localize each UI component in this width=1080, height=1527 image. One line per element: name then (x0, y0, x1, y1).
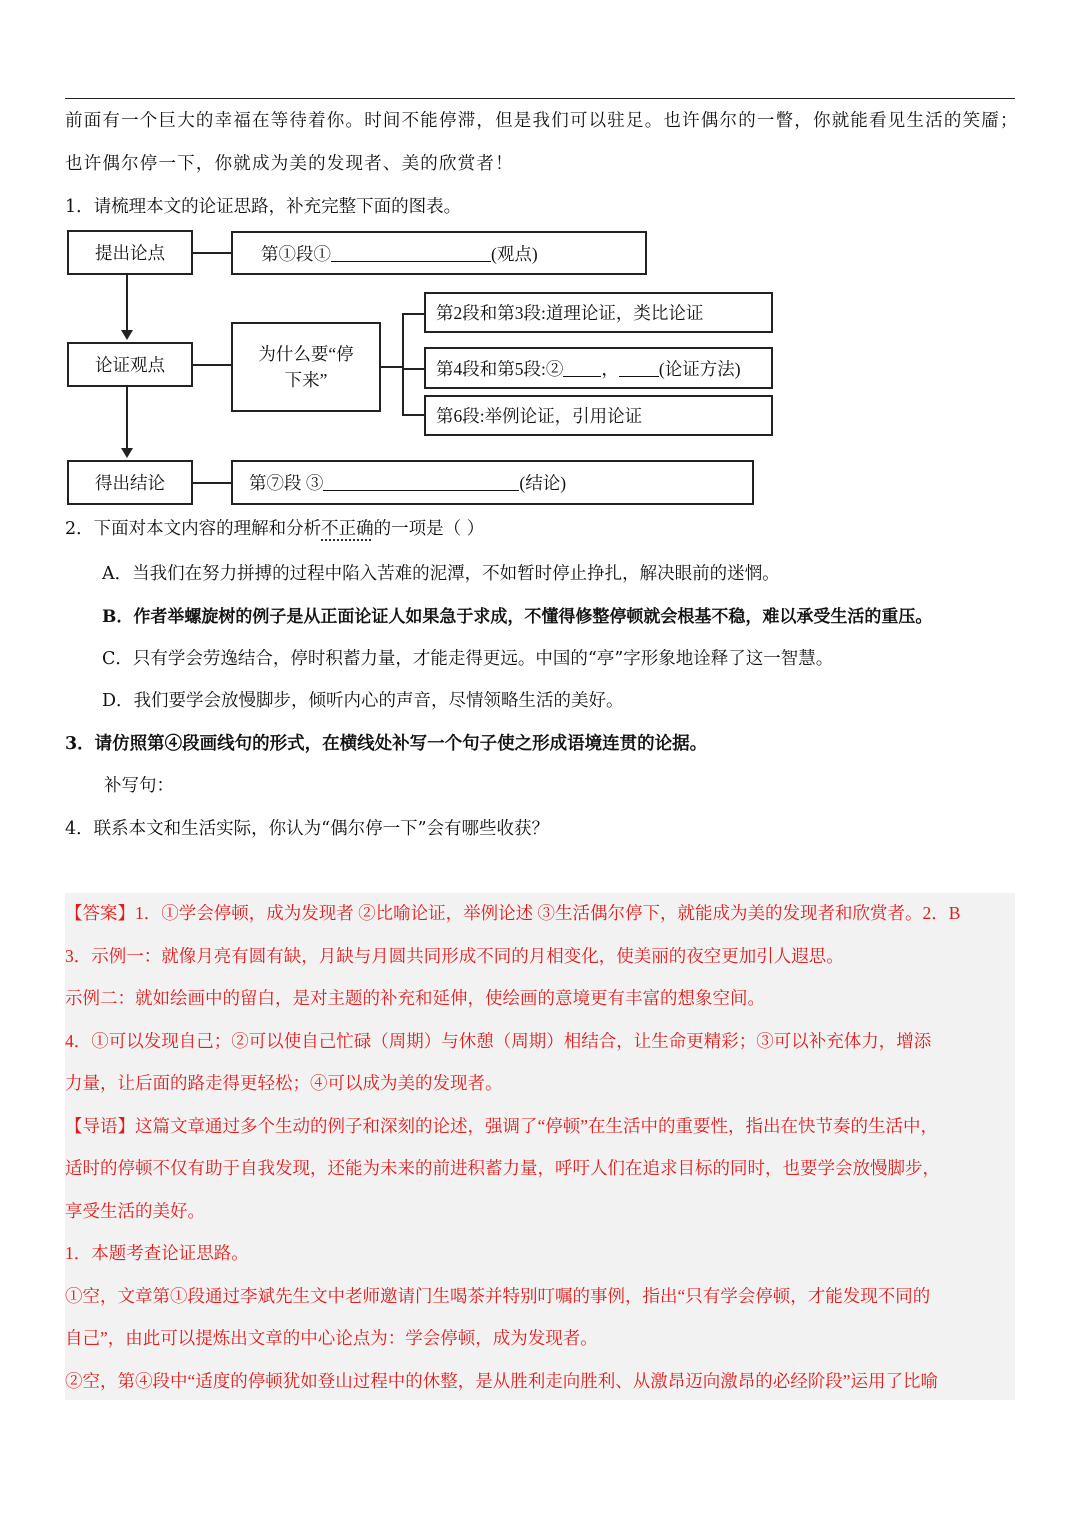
arrow-head-1 (121, 330, 133, 340)
top-rule (65, 98, 1015, 99)
passage-line-1: 前面有一个巨大的幸福在等待着你。时间不能停滞，但是我们可以驻足。也许偶尔的一瞥，你就能看见生活的笑靥； (65, 111, 1019, 131)
para45-sep: ， (601, 358, 619, 379)
q2-emphasis: 不正确 (321, 519, 374, 539)
q3-fill-label: 补写句： (104, 776, 174, 796)
bracket-vertical (402, 313, 404, 416)
q2-prompt-a: 2．下面对本文内容的理解和分析 (65, 519, 322, 539)
answer-panel (65, 893, 1015, 1400)
answer-text-1: 1．①学会停顿，成为发现者 ②比喻论证，举例论述 ③生活偶尔停下，就能成为美的发现者和欣赏者。2．B (135, 903, 961, 923)
q2-prompt-b: 的一项是（ ） (373, 519, 485, 539)
conclusion-box (231, 460, 754, 505)
question-4-prompt: 4．联系本文和生活实际，你认为“偶尔停一下”会有哪些收获？ (65, 819, 550, 839)
bracket-stem (381, 366, 403, 368)
q2-option-c: C．只有学会劳逸结合，停时积蓄力量，才能走得更远。中国的“亭”字形象地诠释了这一智慧。 (102, 649, 834, 669)
blank-2a[interactable] (563, 360, 601, 377)
connector-2 (193, 364, 231, 366)
para6-box: 第6段:举例论证，引用论证 (424, 395, 773, 436)
connector-3 (193, 482, 231, 484)
guide-line-1 (65, 1114, 938, 1138)
para45-box (424, 347, 773, 389)
why-stop-box (231, 322, 381, 412)
arrow-line-1 (126, 275, 128, 330)
guide-tag: 【导语】 (65, 1116, 135, 1136)
para45-suffix: (论证方法) (658, 358, 741, 379)
para45-prefix: 第4段和第5段:② (436, 358, 564, 379)
step-argue-box: 论证观点 (67, 342, 193, 387)
guide-line-5: ①空，文章第①段通过李斌先生文中老师邀请门生喝茶并特别叮嘱的事例，指出“只有学会停顿，才能发现不同的 (65, 1286, 931, 1306)
guide-line-3: 享受生活的美好。 (65, 1201, 205, 1221)
guide-line-7: ②空，第④段中“适度的停顿犹如登山过程中的休整，是从胜利走向胜利、从激昂迈向激昂的必经阶段”运用了比喻 (65, 1371, 939, 1391)
bracket-arm-1 (402, 313, 424, 315)
blank-1[interactable] (331, 245, 491, 262)
guide-line-6: 自己”，由此可以提炼出文章的中心论点为：学会停顿，成为发现者。 (65, 1328, 598, 1348)
answer-line-5: 力量，让后面的路走得更轻松；④可以成为美的发现者。 (65, 1073, 503, 1093)
guide-line-4: 1．本题考查论证思路。 (65, 1243, 249, 1263)
question-3-prompt: 3．请仿照第④段画线句的形式，在横线处补写一个句子使之形成语境连贯的论据。 (65, 734, 708, 754)
viewpoint-box (231, 231, 647, 275)
bracket-arm-2 (402, 368, 424, 370)
question-2-prompt (65, 517, 484, 541)
blank-2b[interactable] (619, 360, 659, 377)
q2-option-d: D．我们要学会放慢脚步，倾听内心的声音，尽情领略生活的美好。 (102, 691, 624, 711)
arrow-head-2 (121, 448, 133, 458)
answer-tag: 【答案】 (65, 903, 135, 923)
passage-line-2: 也许偶尔停一下，你就成为美的发现者、美的欣赏者！ (65, 154, 514, 174)
answer-line-2: 3．示例一：就像月亮有圆有缺，月缺与月圆共同形成不同的月相变化，使美丽的夜空更加引人遐思。 (65, 946, 844, 966)
para23-box: 第2段和第3段:道理论证，类比论证 (424, 292, 773, 333)
answer-line-3: 示例二：就如绘画中的留白，是对主题的补充和延伸，使绘画的意境更有丰富的想象空间。 (65, 988, 765, 1008)
answer-line-1 (65, 901, 960, 925)
q2-option-b: B．作者举螺旋树的例子是从正面论证人如果急于求成，不懂得修整停顿就会根基不稳，难以承受生活的重压。 (102, 607, 933, 627)
q2-option-a: A．当我们在努力拼搏的过程中陷入苦难的泥潭，不如暂时停止挣扎，解决眼前的迷惘。 (102, 564, 780, 584)
guide-text-1: 这篇文章通过多个生动的例子和深刻的论述，强调了“停顿”在生活中的重要性，指出在快节奏的生活中， (135, 1116, 939, 1136)
answer-line-4: 4．①可以发现自己；②可以使自己忙碌（周期）与休憩（周期）相结合，让生命更精彩；③可以补充体力，增添 (65, 1031, 932, 1051)
why-line-2: 下来” (284, 370, 328, 390)
connector-1 (193, 252, 231, 254)
conclusion-prefix: 第⑦段 ③ (249, 473, 324, 493)
step-propose-box: 提出论点 (67, 230, 193, 275)
blank-3[interactable] (323, 474, 519, 491)
conclusion-suffix: (结论) (519, 473, 567, 493)
viewpoint-suffix: (观点) (491, 243, 538, 264)
guide-line-2: 适时的停顿不仅有助于自我发现，还能为未来的前进积蓄力量，呼吁人们在追求目标的同时，也要学会放慢脚步， (65, 1158, 940, 1178)
arrow-line-2 (126, 387, 128, 448)
question-1-prompt: 1．请梳理本文的论证思路，补充完整下面的图表。 (65, 197, 462, 217)
step-conclude-box: 得出结论 (67, 460, 193, 505)
why-line-1: 为什么要“停 (258, 344, 354, 364)
bracket-arm-3 (402, 414, 424, 416)
viewpoint-prefix: 第①段① (261, 243, 331, 264)
